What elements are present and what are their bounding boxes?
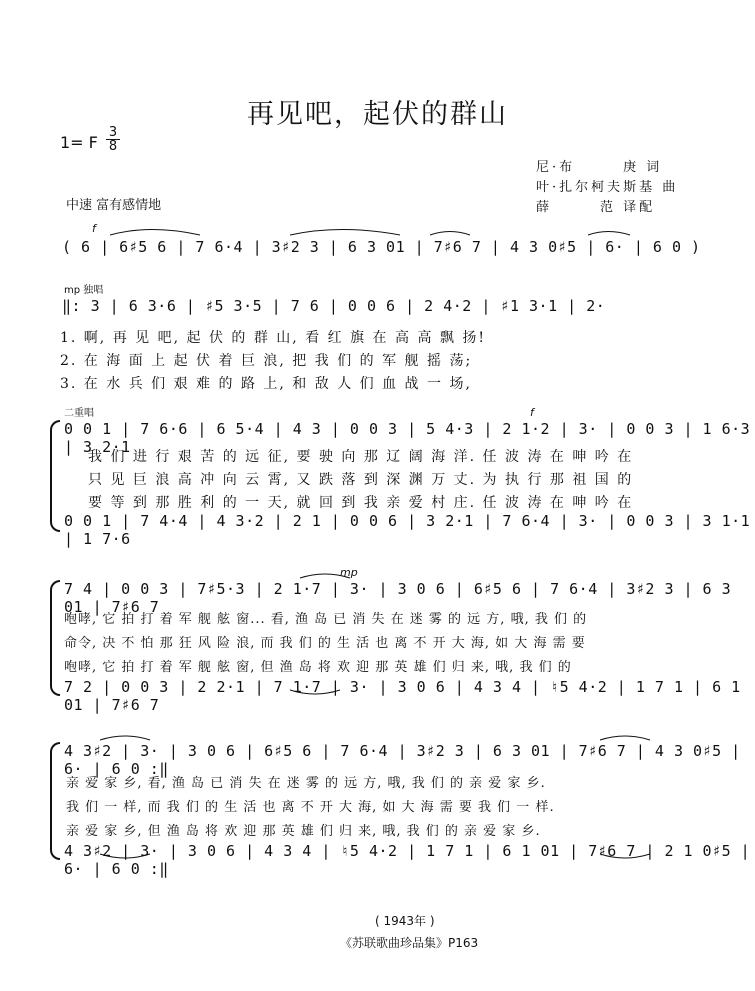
- dynamic-mp-system2: mp: [340, 566, 358, 579]
- slur: [600, 736, 650, 740]
- system3-top-notes: 4 3♯2 | 3· | 3 0 6 | 6♯5 6 | 7 6·4 | 3♯2 3 | 6 3 01 | 7♯6 7 | 4 3 0♯5 | 6· | 6 0 :‖: [64, 742, 741, 778]
- verse-lyric-2: 2. 在 海 面 上 起 伏 着 巨 浪, 把 我 们 的 军 舰 摇 荡;: [60, 353, 473, 369]
- verse-lyric-1: 1. 啊, 再 见 吧, 起 伏 的 群 山, 看 红 旗 在 高 高 飘 扬!: [60, 330, 486, 346]
- lyricist-credit: 尼·布 庚 词: [536, 160, 663, 175]
- translator-credit: 薛 范 译配: [536, 200, 656, 215]
- slur: [100, 736, 150, 740]
- slur: [290, 690, 340, 694]
- slur: [290, 230, 400, 236]
- verse-notes: ‖: 3 | 6 3·6 | ♯5 3·5 | 7 6 | 0 0 6 | 2 4·2 | ♯1 3·1 | 2·: [62, 297, 606, 315]
- page-title: 再见吧，起伏的群山: [247, 99, 508, 130]
- time-signature-bottom: 8: [106, 139, 120, 153]
- slur: [430, 232, 470, 236]
- system1-lyric-2: 只 见 巨 浪 高 冲 向 云 霄, 又 跌 落 到 深 渊 万 丈. 为 执 行 那 祖 国 的: [88, 472, 634, 488]
- dynamic-f-system1: f: [530, 406, 534, 419]
- system3-lyric-1: 亲 爱 家 乡, 看, 渔 岛 已 消 失 在 迷 雾 的 远 方, 哦, 我 们 的 亲 爱 家 乡.: [66, 776, 546, 791]
- system3-lyric-3: 亲 爱 家 乡, 但 渔 岛 将 欢 迎 那 英 雄 们 归 来, 哦, 我 们 的 亲 爱 家 乡.: [66, 824, 541, 839]
- slur: [110, 230, 200, 236]
- footer-source: 《苏联歌曲珍品集》P163: [340, 936, 479, 950]
- solo-marking: mp 独唱: [64, 285, 104, 296]
- system2-lyric-3: 咆哮, 它 拍 打 着 军 舰 舷 窗, 但 渔 岛 将 欢 迎 那 英 雄 们 归 来, 哦, 我 们 的: [64, 660, 572, 675]
- system3-lyric-2: 我 们 一 样, 而 我 们 的 生 活 也 离 不 开 大 海, 如 大 海 需 要 我 们 一 样.: [66, 800, 555, 815]
- system2-lyric-2: 命令, 决 不 怕 那 狂 风 险 浪, 而 我 们 的 生 活 也 离 不 开 大 海, 如 大 海 需 要: [64, 636, 586, 651]
- intro-notes: ( 6 | 6♯5 6 | 7 6·4 | 3♯2 3 | 6 3 01 | 7♯6 7 | 4 3 0♯5 | 6· | 6 0 ): [62, 238, 701, 256]
- verse-lyric-3: 3. 在 水 兵 们 艰 难 的 路 上, 和 敌 人 们 血 战 一 场,: [60, 376, 472, 392]
- system2-top-notes: 7 4 | 0 0 3 | 7♯5·3 | 2 1·7 | 3· | 3 0 6 | 6♯5 6 | 7 6·4 | 3♯2 3 | 6 3 01 | 7♯6 7: [64, 580, 732, 616]
- system1-bottom-notes: 0 0 1 | 7 4·4 | 4 3·2 | 2 1 | 0 0 6 | 3 2·1 | 7 6·4 | 3· | 0 0 3 | 3 1·1 | 1 7·6: [64, 512, 751, 548]
- system2-lyric-1: 咆哮, 它 拍 打 着 军 舰 舷 窗... 看, 渔 岛 已 消 失 在 迷 雾 的 远 方, 哦, 我 们 的: [64, 612, 588, 627]
- system1-lyric-1: 我 们 进 行 艰 苦 的 远 征, 要 驶 向 那 辽 阔 海 洋. 任 波 涛 在 呻 吟 在: [88, 449, 634, 465]
- tempo-marking: 中速 富有感情地: [66, 198, 162, 213]
- slur: [600, 854, 650, 858]
- system2-bottom-notes: 7 2 | 0 0 3 | 2 2·1 | 7 1·7 | 3· | 3 0 6 | 4 3 4 | ♮5 4·2 | 1 7 1 | 6 1 01 | 7♯6 7: [64, 678, 741, 714]
- key-signature: 1= F: [60, 133, 98, 152]
- dynamic-f-intro: f: [92, 222, 96, 235]
- duet-marking: 二重唱: [64, 408, 94, 419]
- system3-bottom-notes: 4 3♯2 | 3· | 3 0 6 | 4 3 4 | ♮5 4·2 | 1 7 1 | 6 1 01 | 7♯6 7 | 2 1 0♯5 | 6· | 6 0 :‖: [64, 842, 751, 878]
- composer-credit: 叶·扎尔柯夫斯基 曲: [536, 180, 679, 195]
- slur: [300, 574, 350, 578]
- system1-top-notes: 0 0 1 | 7 6·6 | 6 5·4 | 4 3 | 0 0 3 | 5 4·3 | 2 1·2 | 3· | 0 0 3 | 1 6·3 | 3 2·1: [64, 420, 751, 456]
- footer-year: ( 1943年 ): [375, 914, 435, 928]
- system1-lyric-3: 要 等 到 那 胜 利 的 一 天, 就 回 到 我 亲 爱 村 庄. 任 波 涛 在 呻 吟 在: [88, 495, 634, 511]
- slur: [588, 232, 630, 236]
- time-signature-top: 3: [108, 125, 118, 140]
- slur: [100, 854, 150, 858]
